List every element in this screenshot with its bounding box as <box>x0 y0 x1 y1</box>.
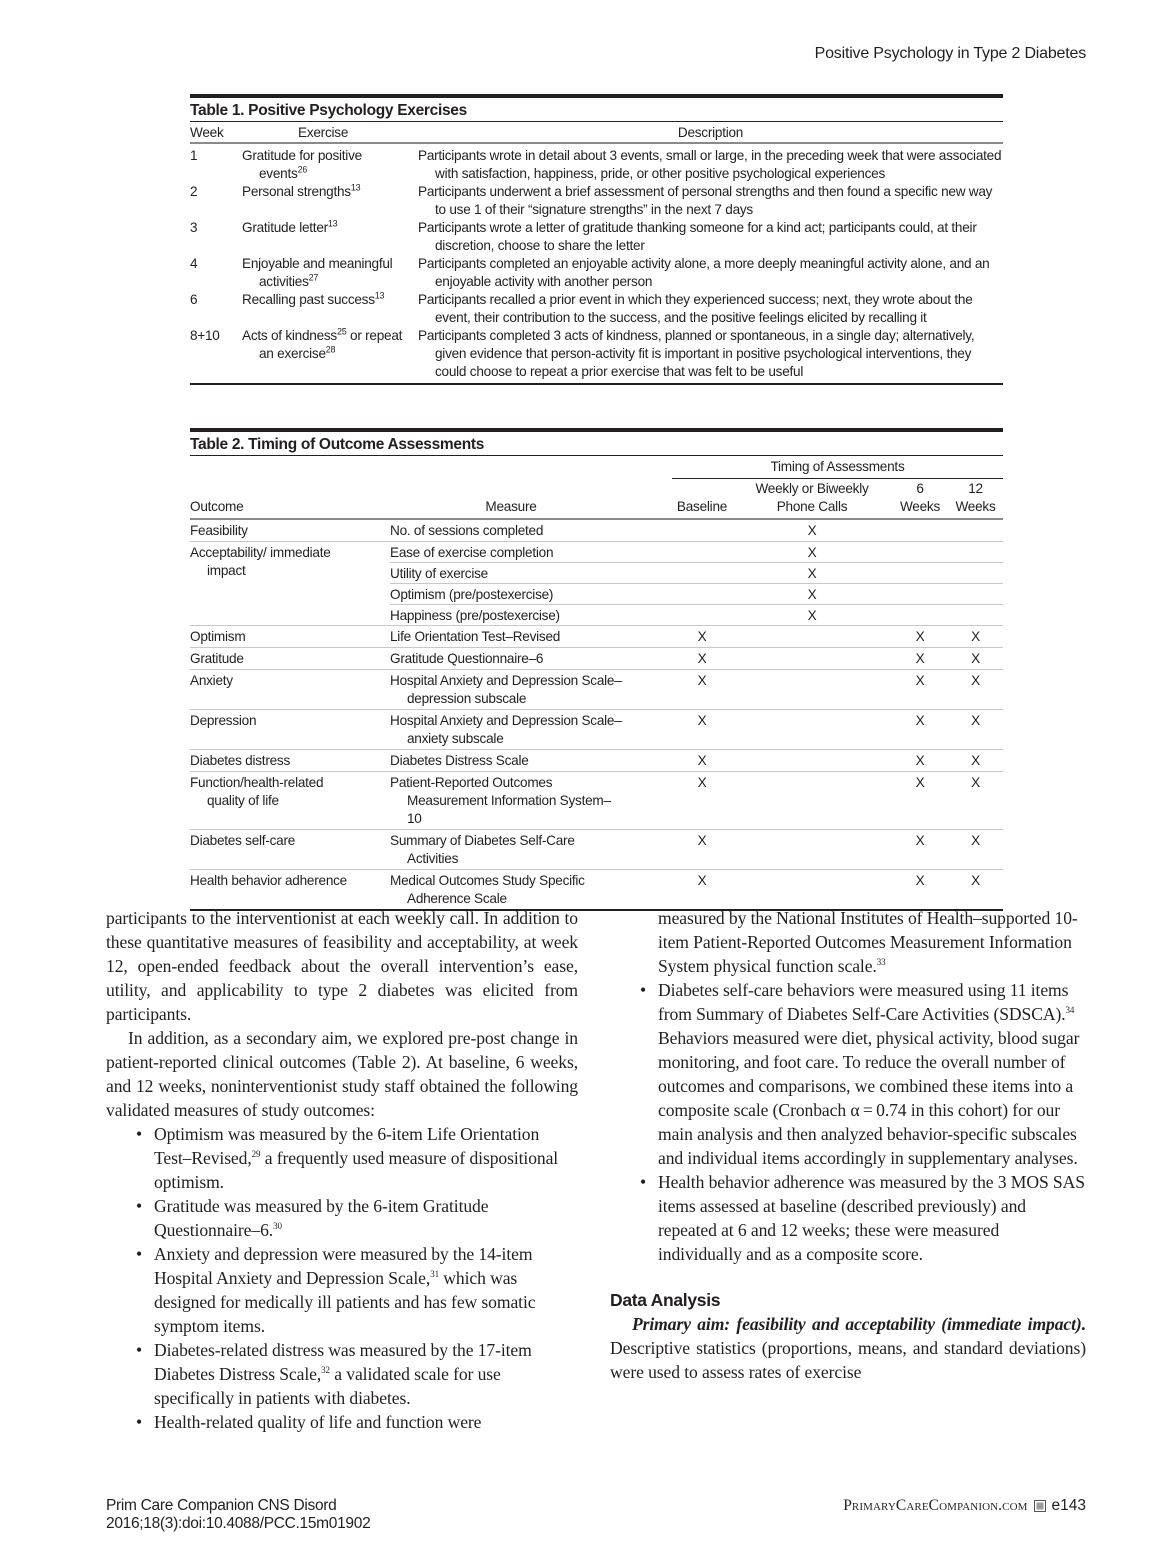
cell-weekly: X <box>807 566 817 581</box>
cell-measure: Ease of exercise completion <box>390 545 554 560</box>
cell-weekly <box>732 872 892 908</box>
table-row <box>190 327 1003 381</box>
list-item: • Diabetes-related distress was measured by the 17-item Diabetes Distress Scale,$^{32}$ a validated scale for use specifically in patients with diabetes. <box>136 1340 532 1408</box>
cell-measure: Hospital Anxiety and Depression Scale–anxiety subscale <box>390 713 622 746</box>
cell-outcome: Acceptability/ immediate impact <box>190 545 331 578</box>
table-2 <box>190 428 1003 911</box>
header-exercise: Exercise <box>298 125 349 140</box>
cell-w6: X <box>915 833 925 848</box>
cell-w6 <box>892 607 948 625</box>
cell-measure: Life Orientation Test–Revised <box>390 629 561 644</box>
cell-baseline <box>672 565 732 583</box>
cell-weekly <box>732 672 892 708</box>
cell-baseline: X <box>697 651 707 666</box>
table-bottom-rule <box>190 383 1003 385</box>
cell-baseline: X <box>697 833 707 848</box>
cell-measure: No. of sessions completed <box>390 523 544 538</box>
table-row <box>190 670 1003 709</box>
running-head: Positive Psychology in Type 2 Diabetes <box>814 45 1086 62</box>
bullet-icon: • <box>136 1412 143 1432</box>
cell-baseline: X <box>697 873 707 888</box>
cell-w12: X <box>971 673 980 688</box>
bullet-list <box>106 1122 578 1434</box>
header-description: Description <box>677 125 744 140</box>
cell-w12: X <box>971 753 980 768</box>
table-row-group <box>190 542 1003 625</box>
cell-outcome: Anxiety <box>190 673 233 688</box>
page-number: e143 <box>1051 1497 1086 1514</box>
cell-outcome: Diabetes self-care <box>190 833 296 848</box>
cell-week: 6 <box>190 292 198 307</box>
cell-baseline: X <box>697 753 707 768</box>
table-group-header <box>190 456 1003 479</box>
cell-w6: X <box>915 673 925 688</box>
cell-exercise: Personal strengths$^{13}$ <box>242 182 361 199</box>
cell-week: 1 <box>190 148 198 163</box>
cell-w12 <box>948 586 1003 604</box>
cell-w12: X <box>971 651 980 666</box>
doi: 2016;18(3):doi:10.4088/PCC.15m01902 <box>106 1515 371 1532</box>
cell-measure: Happiness (pre/postexercise) <box>390 608 560 623</box>
cell-w6 <box>892 522 948 540</box>
table-row <box>390 604 1003 625</box>
cell-w12: X <box>971 713 980 728</box>
header-timing-group: Timing of Assessments <box>770 459 905 474</box>
cell-w12: X <box>971 833 980 848</box>
list-item-continued: measured by the National Institutes of Health–supported 10-item Patient-Reported Outcomes Measurement Information System physical function scale.$^{33}$ <box>658 908 1078 976</box>
cell-outcome: Depression <box>190 713 257 728</box>
header-week: Week <box>190 125 224 140</box>
bullet-list <box>610 978 1086 1266</box>
list-item: • Diabetes self-care behaviors were measured using 11 items from Summary of Diabetes Self-Care Activities (SDSCA).$^{34}$ Behaviors measured were diet, physical activity, blood sugar monitoring, and foot care. To reduce the overall number of outcomes and comparisons, we combined these items into a composite scale (Cronbach α = 0.74 in this cohort) for our main analysis and then analyzed behavior-specific subscales and individual items accordingly in supplementary analyses. <box>640 980 1080 1168</box>
cell-weekly <box>732 628 892 646</box>
cell-weekly <box>732 752 892 770</box>
table-title: Table 2. Timing of Outcome Assessments <box>190 436 485 453</box>
cell-w12 <box>948 522 1003 540</box>
cell-w6: X <box>915 713 925 728</box>
list-item: • Health-related quality of life and function were <box>136 1412 482 1432</box>
paragraph: In addition, as a secondary aim, we explored pre-post change in patient-reported clinical outcomes (Table 2). At baseline, 6 weeks, and 12 weeks, noninterventionist study staff obtained the following validated measures of study outcomes: <box>106 1028 578 1120</box>
footer-citation <box>106 1497 370 1533</box>
table-body <box>190 144 1003 381</box>
bullet-icon: • <box>136 1244 143 1264</box>
table-row <box>190 291 1003 327</box>
table-row <box>190 648 1003 669</box>
cell-baseline: X <box>697 629 707 644</box>
table-row <box>190 830 1003 869</box>
cell-description: Participants completed 3 acts of kindness, planned or spontaneous, in a single day; alternatively, given evidence that person-activity fit is important in positive psychological interventions, they could choose to repeat a prior exercise that was felt to be useful <box>418 328 975 379</box>
table-row <box>390 562 1003 583</box>
table-header-row <box>190 122 1003 142</box>
bullet-icon: • <box>136 1340 143 1360</box>
list-item: • Gratitude was measured by the 6-item Gratitude Questionnaire–6.30 <box>136 1196 489 1240</box>
list-item: • Optimism was measured by the 6-item Life Orientation Test–Revised,$^{29}$ a frequently used measure of dispositional optimism. <box>136 1124 559 1192</box>
square-bullet-icon <box>1034 1500 1046 1512</box>
cell-measure: Hospital Anxiety and Depression Scale–depression subscale <box>390 673 622 706</box>
cell-measure: Optimism (pre/postexercise) <box>390 587 554 602</box>
cell-outcome: Health behavior adherence <box>190 873 347 888</box>
section-heading: Data Analysis <box>610 1290 721 1310</box>
cell-baseline: X <box>697 673 707 688</box>
table-row <box>190 255 1003 291</box>
cell-description: Participants wrote in detail about 3 events, small or large, in the preceding week that were associated with satisfaction, happiness, pride, or other positive psychological experiences <box>418 148 1002 181</box>
cell-baseline <box>672 586 732 604</box>
cell-weekly: X <box>807 523 817 538</box>
header-baseline: Baseline <box>676 499 728 514</box>
header-12-weeks: 12 Weeks <box>955 481 996 514</box>
table-row <box>190 219 1003 255</box>
cell-weekly: X <box>807 545 817 560</box>
table-row <box>190 710 1003 749</box>
cell-weekly <box>732 650 892 668</box>
bullet-icon: • <box>136 1124 143 1144</box>
cell-outcome: Optimism <box>190 629 246 644</box>
table-row <box>190 183 1003 219</box>
cell-w6 <box>892 544 948 562</box>
cell-w12: X <box>971 775 980 790</box>
table-row <box>190 750 1003 771</box>
paragraph: Primary aim: feasibility and acceptability (immediate impact). Descriptive statistics (proportions, means, and standard deviations) were used to assess rates of exercise <box>610 1314 1086 1382</box>
cell-w6: X <box>915 775 925 790</box>
body-column-left <box>106 906 578 1434</box>
cell-measure: Patient-Reported Outcomes Measurement Information System–10 <box>390 775 611 826</box>
cell-w6 <box>892 565 948 583</box>
body-column-right <box>610 906 1086 1384</box>
cell-weekly <box>732 832 892 868</box>
cell-w12: X <box>971 629 980 644</box>
cell-week: 8+10 <box>190 328 220 343</box>
cell-week: 3 <box>190 220 198 235</box>
cell-weekly: X <box>807 608 817 623</box>
table-row <box>190 772 1003 829</box>
table-body <box>190 520 1003 909</box>
cell-w12 <box>948 544 1003 562</box>
cell-measure: Diabetes Distress Scale <box>390 753 529 768</box>
cell-weekly <box>732 712 892 748</box>
cell-baseline <box>672 607 732 625</box>
footer-page <box>843 1497 1086 1515</box>
cell-baseline: X <box>697 775 707 790</box>
cell-exercise: Enjoyable and meaningful activities$^{27}$ <box>242 256 393 289</box>
cell-baseline <box>672 522 732 540</box>
cell-baseline <box>672 544 732 562</box>
table-row <box>390 583 1003 604</box>
bullet-icon: • <box>136 1196 143 1216</box>
cell-weekly: X <box>807 587 817 602</box>
cell-measure: Utility of exercise <box>390 566 488 581</box>
cell-measure: Gratitude Questionnaire–6 <box>390 651 544 666</box>
list-item: • Health behavior adherence was measured by the 3 MOS SAS items assessed at baseline (described previously) and repeated at 6 and 12 weeks; these were measured individually and as a composite score. <box>640 1172 1085 1264</box>
table-row <box>390 542 1003 562</box>
list-item: • Anxiety and depression were measured by the 14-item Hospital Anxiety and Depression Scale,$^{31}$ which was designed for medically ill patients and has few somatic symptom items. <box>136 1244 536 1336</box>
cell-description: Participants wrote a letter of gratitude thanking someone for a kind act; participants could, at their discretion, choose to share the letter <box>418 220 977 253</box>
cell-w6 <box>892 586 948 604</box>
cell-outcome: Diabetes distress <box>190 753 291 768</box>
cell-week: 4 <box>190 256 198 271</box>
journal-name: Prim Care Companion CNS Disord <box>106 1497 337 1514</box>
table-row <box>190 520 1003 541</box>
table-row <box>190 870 1003 909</box>
table-row <box>190 144 1003 183</box>
bullet-list <box>610 906 1086 978</box>
header-6-weeks: 6 Weeks <box>899 481 941 514</box>
cell-outcome: Gratitude <box>190 651 244 666</box>
cell-baseline: X <box>697 713 707 728</box>
table-row <box>190 626 1003 647</box>
table-1 <box>190 94 1003 385</box>
header-measure: Measure <box>485 499 537 514</box>
cell-w12 <box>948 565 1003 583</box>
cell-exercise: Acts of kindness$^{25}$ or repeat an exercise$^{28}$ <box>242 326 403 361</box>
cell-exercise: Gratitude letter$^{13}$ <box>242 218 338 235</box>
bullet-icon: • <box>640 980 647 1000</box>
cell-exercise: Recalling past success$^{13}$ <box>242 290 385 307</box>
cell-w12 <box>948 607 1003 625</box>
cell-w6: X <box>915 873 925 888</box>
cell-description: Participants recalled a prior event in which they experienced success; next, they wrote about the event, their contribution to the success, and the positive feelings elicited by recalling it <box>418 292 973 325</box>
bullet-icon: • <box>640 1172 647 1192</box>
journal-website-link[interactable]: PrimaryCareCompanion.com <box>843 1497 1028 1514</box>
cell-w6: X <box>915 753 925 768</box>
cell-week: 2 <box>190 184 198 199</box>
cell-measure: Medical Outcomes Study Specific Adherence Scale <box>390 873 585 906</box>
cell-w6: X <box>915 651 925 666</box>
cell-outcome: Function/health-related quality of life <box>190 775 324 808</box>
cell-description: Participants underwent a brief assessment of personal strengths and then found a specific new way to use 1 of their “signature strengths” in the next 7 days <box>418 184 993 217</box>
table-header-row <box>190 479 1003 518</box>
cell-description: Participants completed an enjoyable activity alone, a more deeply meaningful activity alone, and an enjoyable activity with another person <box>418 256 990 289</box>
header-weekly: Weekly or Biweekly Phone Calls <box>755 481 869 514</box>
cell-outcome: Feasibility <box>190 523 248 538</box>
cell-w6: X <box>915 629 925 644</box>
table-title: Table 1. Positive Psychology Exercises <box>190 102 467 119</box>
cell-weekly <box>732 774 892 828</box>
cell-w12: X <box>971 873 980 888</box>
paragraph: participants to the interventionist at each weekly call. In addition to these quantitative measures of feasibility and acceptability, at week 12, open-ended feedback about the overall intervention’s ease, utility, and applicability to type 2 diabetes was elicited from participants. <box>106 908 578 1024</box>
cell-exercise: Gratitude for positive events$^{26}$ <box>242 148 362 181</box>
cell-measure: Summary of Diabetes Self-Care Activities <box>390 833 575 866</box>
header-outcome: Outcome <box>190 499 244 514</box>
run-in-heading: Primary aim: feasibility and acceptability (immediate impact). <box>632 1314 1086 1334</box>
